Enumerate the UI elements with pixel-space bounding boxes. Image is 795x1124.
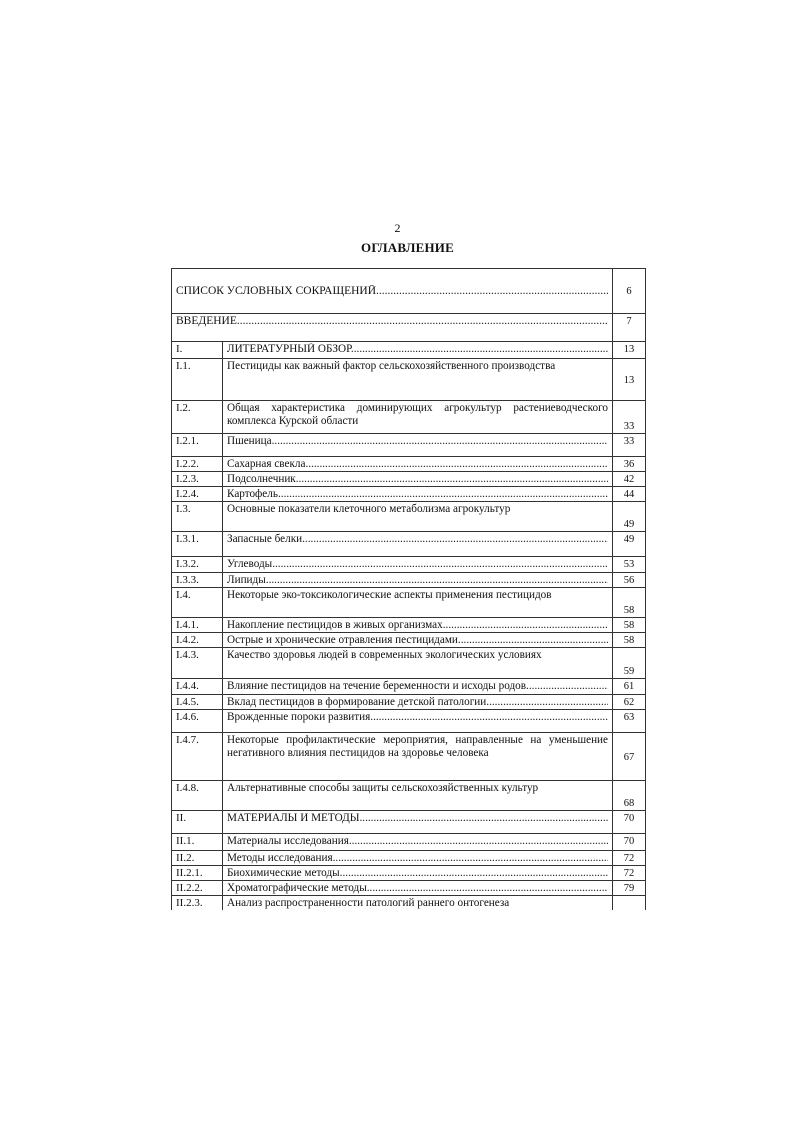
toc-row [172,588,646,618]
toc-title: ЛИТЕРАТУРНЫЙ ОБЗОР ..... [223,342,613,359]
toc-title: ВВЕДЕНИЕ ..... [172,314,613,342]
toc-page: 49 [613,532,646,557]
toc-number: I.2. [172,401,223,434]
toc-page: 72 [613,866,646,881]
toc-page: 42 [613,472,646,487]
toc-row [172,434,646,457]
toc-title: Картофель ..... [223,487,613,502]
toc-page: 79 [613,881,646,896]
toc-row [172,557,646,573]
toc-row [172,811,646,834]
toc-number: I. [172,342,223,359]
toc-page: 58 [613,588,646,618]
toc-page: 72 [613,851,646,866]
toc-page: 7 [613,314,646,342]
toc-row [172,573,646,588]
toc-row [172,532,646,557]
toc-title: МАТЕРИАЛЫ И МЕТОДЫ ..... [223,811,613,834]
toc-row [172,834,646,851]
toc-number: I.4.2. [172,633,223,648]
toc-title: Сахарная свекла ..... [223,457,613,472]
toc-number: I.2.1. [172,434,223,457]
toc-title: Некоторые эко-токсикологические аспекты применения пестицидов [223,588,613,618]
toc-page: 70 [613,834,646,851]
toc-title: Подсолнечник ..... [223,472,613,487]
toc-number: I.3.2. [172,557,223,573]
toc-page: 44 [613,487,646,502]
toc-title: Качество здоровья людей в современных экологических условиях [223,648,613,679]
toc-number: I.2.4. [172,487,223,502]
toc-page: 63 [613,710,646,733]
toc-number: I.3.3. [172,573,223,588]
toc-row [172,881,646,896]
toc-title: Пестициды как важный фактор сельскохозяйственного производства [223,359,613,401]
toc-number: II. [172,811,223,834]
toc-number: I.2.3. [172,472,223,487]
toc-number: I.2.2. [172,457,223,472]
toc-row [172,502,646,532]
toc-number: II.2.2. [172,881,223,896]
toc-row [172,401,646,434]
toc-title: Хроматографические методы ..... [223,881,613,896]
toc-row [172,618,646,633]
toc-title: Общая характеристика доминирующих агрокультур растениеводческого комплекса Курской области [223,401,613,434]
page-number: 2 [394,221,401,235]
toc-page: 33 [613,434,646,457]
toc-row [172,648,646,679]
toc-number: I.4.7. [172,733,223,781]
toc-page [613,896,646,911]
toc-title: Основные показатели клеточного метаболизма агрокультур [223,502,613,532]
toc-title: Анализ распространенности патологий раннего онтогенеза [223,896,613,911]
toc-page: 58 [613,633,646,648]
toc-page: 58 [613,618,646,633]
toc-row [172,633,646,648]
toc-number: I.4.5. [172,695,223,710]
toc-number: I.3.1. [172,532,223,557]
toc-page: 56 [613,573,646,588]
toc-title: Альтернативные способы защиты сельскохозяйственных культур [223,781,613,811]
toc-title: Врожденные пороки развития ..... [223,710,613,733]
table-of-contents [171,268,646,910]
toc-row [172,457,646,472]
toc-row [172,733,646,781]
toc-page: 13 [613,359,646,401]
toc-title: Липиды ..... [223,573,613,588]
toc-row [172,679,646,695]
toc-row [172,314,646,342]
toc-row [172,866,646,881]
toc-row [172,896,646,911]
toc-number: I.4.4. [172,679,223,695]
toc-title: СПИСОК УСЛОВНЫХ СОКРАЩЕНИЙ ..... [172,269,613,314]
toc-number: I.3. [172,502,223,532]
toc-page: 61 [613,679,646,695]
page-title: ОГЛАВЛЕНИЕ [361,240,454,255]
toc-page: 59 [613,648,646,679]
toc-row [172,710,646,733]
toc-number: II.2. [172,851,223,866]
toc-page: 13 [613,342,646,359]
toc-row [172,781,646,811]
toc-number: II.1. [172,834,223,851]
toc-page: 67 [613,733,646,781]
toc-row [172,851,646,866]
toc-row [172,487,646,502]
toc-row [172,269,646,314]
toc-page: 36 [613,457,646,472]
toc-page: 68 [613,781,646,811]
toc-title: Биохимические методы ..... [223,866,613,881]
toc-page: 49 [613,502,646,532]
toc-title: Острые и хронические отравления пестицидами ..... [223,633,613,648]
toc-row [172,342,646,359]
toc-title: Пшеница ..... [223,434,613,457]
toc-page: 6 [613,269,646,314]
toc-title: Влияние пестицидов на течение беременности и исходы родов ..... [223,679,613,695]
toc-number: I.4.1. [172,618,223,633]
toc-title: Запасные белки ..... [223,532,613,557]
toc-page: 33 [613,401,646,434]
toc-title: Накопление пестицидов в живых организмах ..... [223,618,613,633]
toc-page: 70 [613,811,646,834]
toc-title: Методы исследования ..... [223,851,613,866]
toc-row [172,695,646,710]
toc-title: Вклад пестицидов в формирование детской патологии ..... [223,695,613,710]
toc-number: I.4.8. [172,781,223,811]
toc-number: II.2.3. [172,896,223,911]
toc-number: I.4. [172,588,223,618]
toc-title: Материалы исследования ..... [223,834,613,851]
toc-number: I.1. [172,359,223,401]
toc-page: 53 [613,557,646,573]
toc-title: Углеводы ..... [223,557,613,573]
toc-row [172,359,646,401]
toc-page: 62 [613,695,646,710]
toc-number: I.4.6. [172,710,223,733]
toc-number: I.4.3. [172,648,223,679]
toc-row [172,472,646,487]
toc-title: Некоторые профилактические мероприятия, направленные на уменьшение негативного влияния пестицидов на здоровье человека [223,733,613,781]
toc-number: II.2.1. [172,866,223,881]
